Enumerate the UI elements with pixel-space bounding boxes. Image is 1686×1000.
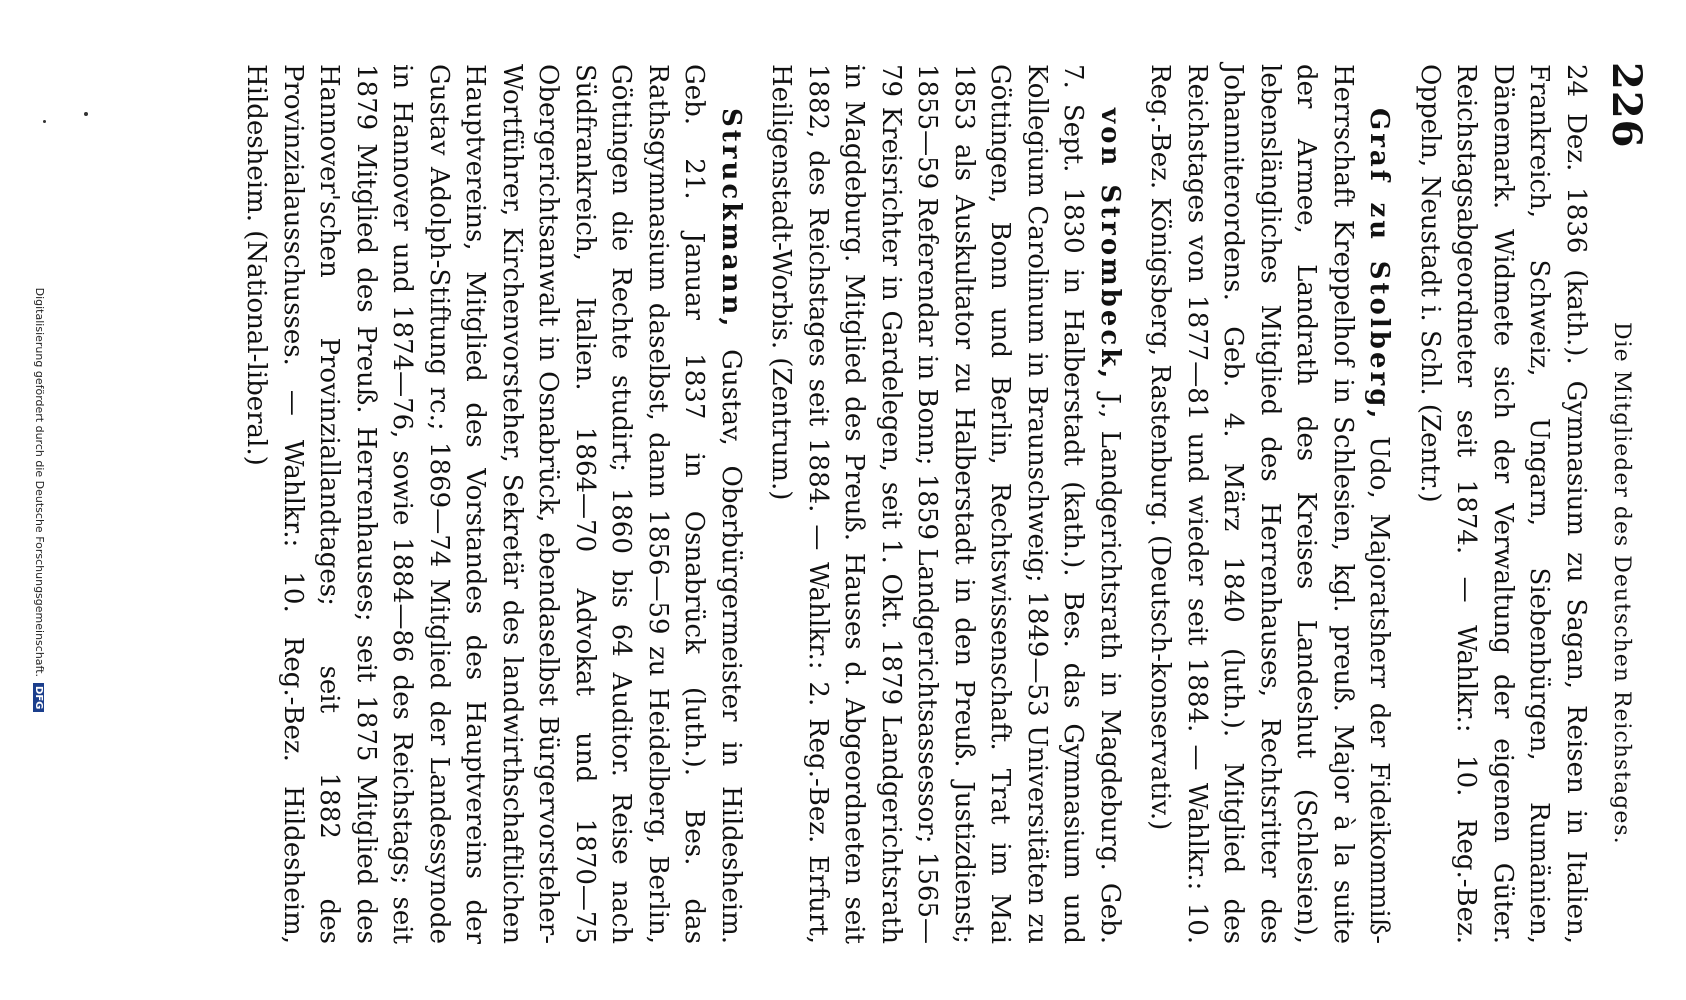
entry-body: Udo, Majoratsherr der Fideikommiß-Herrschaft Kreppelhof in Schlesien, kgl. preuß. Major à la suite der Armee, Landrath des Kreises Landeshut (Schlesien), lebenslängliches Mitglied des Herrenhauses, Rechtsritter des Johanniterordens. Geb. 4. März 1840 (luth.). Mitglied des Reichstages von 1877—81 und wieder seit 1884. — Wahlkr.: 10. Reg.-Bez. Königsberg, Rastenburg. (Deutsch-konservativ.) (1145, 64, 1395, 944)
page-body (238, 64, 1594, 944)
entry-text (1412, 64, 1595, 944)
digitization-text: Digitalisierung gefördert durch die Deutsche Forschungsgemeinschaft. (33, 287, 46, 678)
entry-name: Graf zu Stolberg, (1364, 108, 1395, 422)
entry-body: 24 Dez. 1836 (kath.). Gymnasium zu Sagan, Reisen in Italien, Frankreich, Schweiz, Ungarn, Siebenbürgen, Rumänien, Dänemark. Widmete sich der Verwaltung der eigenen Güter. Reichstagsabgeordneter seit 1874. — Wahlkr.: 10. Reg.-Bez. Oppeln, Neustadt i. Schl. (Zentr.) (1415, 64, 1591, 944)
running-head: Die Mitglieder des Deutschen Reichstages. (1609, 322, 1634, 845)
entry-continuation (1412, 64, 1595, 944)
entry-name: Struckmann, (716, 108, 746, 330)
entry-body: Gustav, Oberbürgermeister in Hildesheim. Geb. 21. Januar 1837 in Osnabrück (luth.). Bes. das Rathsgymnasium daselbst, dann 1856—59 zu Heidelberg, Berlin, Göttingen die Rechte studirt; 1860 bis 64 Auditor. Reise nach Südfrankreich, Italien. 1864—70 Advokat und 1870—75 Obergerichtsanwalt in Osnabrück, ebendaselbst Bürgervorsteher-Wortführer, Kirchenvorsteher, Sekretär des landwirthschaftlichen Hauptvereins, Mitglied des Vorstandes des Hauptvereins der Gustav Adolph-Stiftung rc.; 1869—74 Mitglied der Landessynode in Hannover und 1874—76, sowie 1884—86 des Reichstags; seit 1879 Mitglied des Preuß. Herrenhauses; seit 1875 Mitglied des Hannover'schen Provinziallandtages; seit 1882 des Provinzialausschusses. — Wahlkr.: 10. Reg.-Bez. Hildesheim, Hildesheim. (National-liberal.) (241, 64, 746, 944)
entry-name: von Strombeck, (1095, 108, 1125, 382)
entry-text (763, 64, 1128, 944)
entry-stolberg (1142, 64, 1398, 944)
scan-speck (84, 112, 88, 116)
entry-text (238, 64, 749, 944)
digitization-note (33, 0, 46, 1000)
dfg-logo: DFG (33, 683, 44, 712)
page-number: 226 (1603, 62, 1650, 149)
entry-body: J., Landgerichtsrath in Magdeburg. Geb. 7. Sept. 1830 in Halberstadt (kath.). Bes. das Gymnasium und Kollegium Carolinum in Braunschweig; 1849—53 Universitäten zu Göttingen, Bonn und Berlin, Rechtswissenschaft. Trat im Mai 1853 als Auskultator zu Halberstadt in den Preuß. Justizdienst; 1855—59 Referendar in Bonn; 1859 Landgerichtsassessor; 1565—79 Kreisrichter in Gardelegen, seit 1. Okt. 1879 Landgerichtsrath in Magdeburg. Mitglied des Preuß. Hauses d. Abgeordneten seit 1882, des Reichstages seit 1884. — Wahlkr.: 2. Reg.-Bez. Erfurt, Heiligenstadt-Worbis. (Zentrum.) (766, 64, 1125, 944)
entry-text (1142, 64, 1398, 944)
page-header (1596, 62, 1656, 938)
entry-strombeck (763, 64, 1128, 944)
scan-speck (43, 120, 46, 123)
entry-struckmann (238, 64, 749, 944)
